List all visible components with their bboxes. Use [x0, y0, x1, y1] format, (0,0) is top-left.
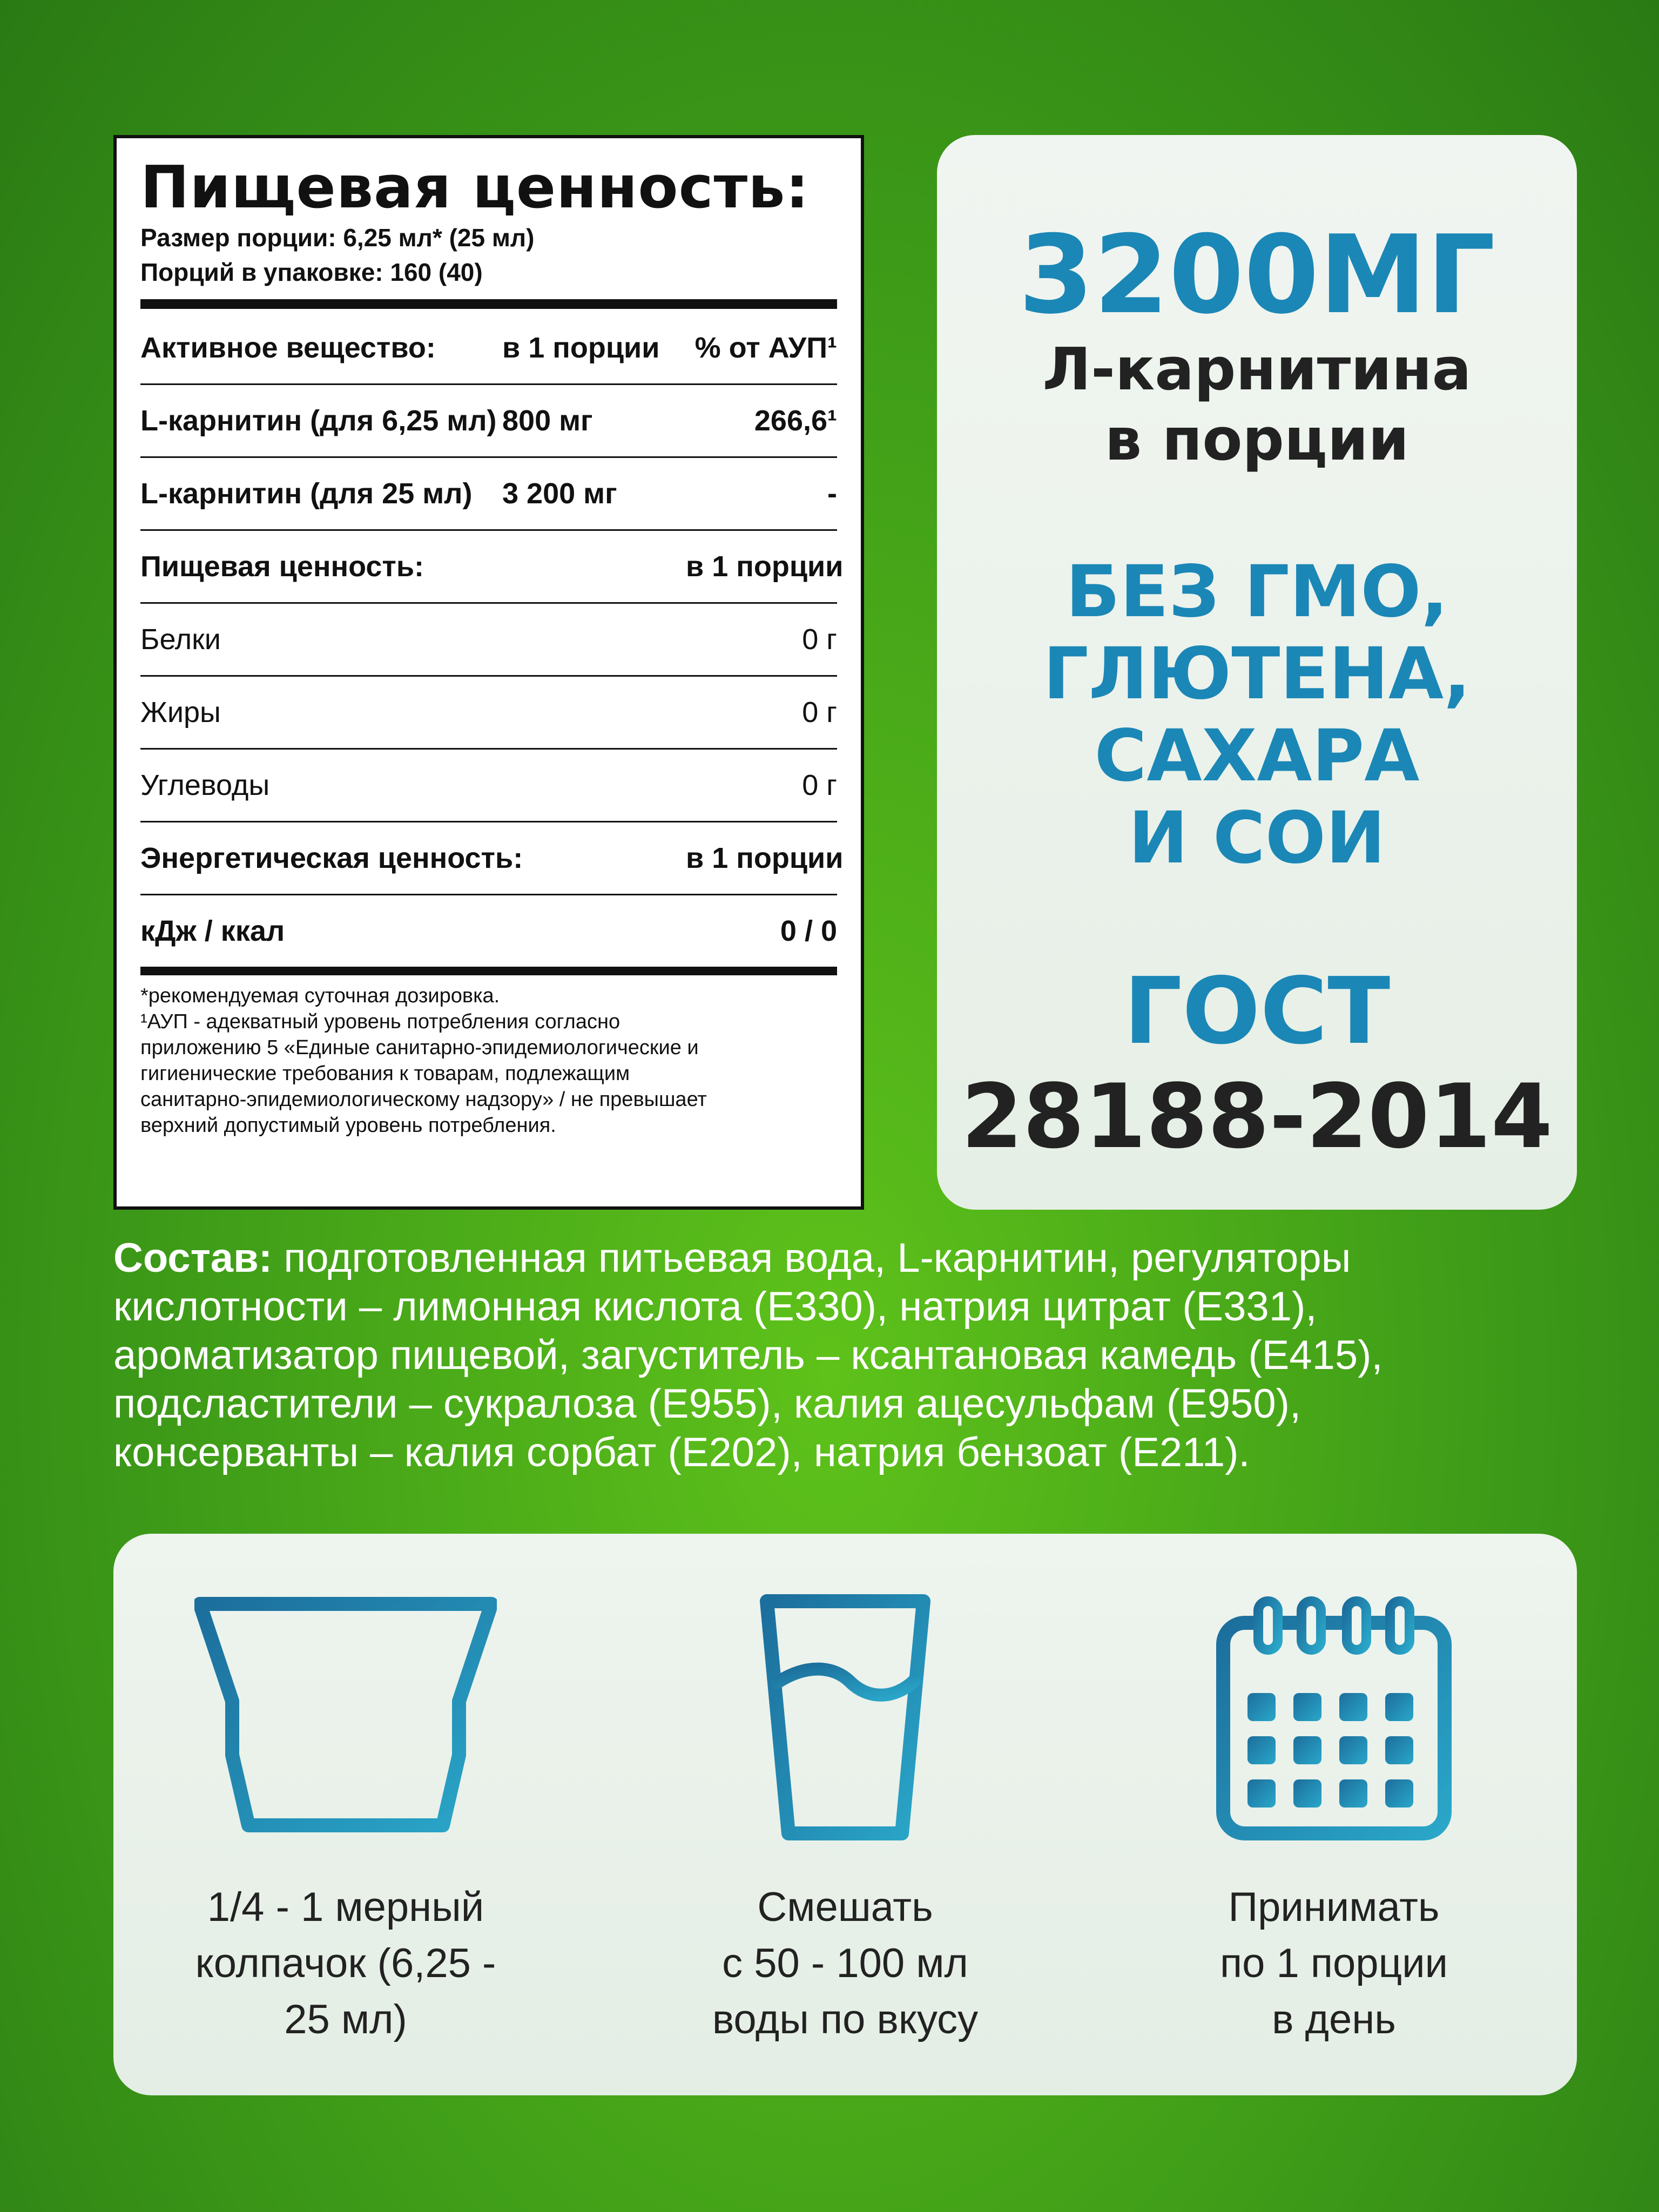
free-from-line: И СОИ	[1128, 797, 1386, 880]
caption-line: по 1 порции	[1219, 1940, 1448, 1986]
table-row	[140, 385, 837, 458]
step-mix-with-water	[629, 1534, 1061, 2048]
row-value: 0 г	[802, 769, 837, 801]
glass-of-water-icon	[759, 1593, 932, 1842]
free-from-line: ГЛЮТЕНА,	[1043, 632, 1471, 716]
row-per-serving: 800 мг	[502, 404, 593, 437]
table-row	[140, 677, 837, 750]
caption-line: колпачок (6,25 -	[195, 1940, 496, 1986]
row-value: % от АУП¹	[694, 332, 837, 364]
caption-line: в день	[1272, 1997, 1396, 2042]
divider-thick	[140, 299, 837, 309]
row-per-serving: в 1 порции	[502, 332, 660, 364]
composition-line: подсластители – сукралоза (Е955), калия ацесульфам (Е950),	[113, 1381, 1301, 1427]
footnote-line: санитарно-эпидемиологическому надзору» / не превышает	[140, 1088, 707, 1111]
footnote-line: верхний допустимый уровень потребления.	[140, 1114, 556, 1137]
row-label: L-карнитин (для 6,25 мл)	[140, 404, 497, 437]
row-value: -	[827, 477, 837, 510]
caption-line: 1/4 - 1 мерный	[207, 1884, 484, 1930]
row-label: кДж / ккал	[140, 915, 285, 947]
row-value: в 1 порции	[686, 550, 844, 583]
composition-text-part: подготовленная питьевая вода, L-карнитин, регуляторы	[272, 1235, 1351, 1281]
caption-line: 25 мл)	[284, 1997, 407, 2042]
step-caption	[1118, 1879, 1550, 2048]
row-value: в 1 порции	[686, 842, 844, 874]
table-row	[140, 531, 844, 604]
gost-number: 28188-2014	[961, 1065, 1553, 1168]
step-daily-dose	[1118, 1534, 1550, 2048]
usage-instructions-card	[113, 1534, 1577, 2095]
row-value: 0 г	[802, 623, 837, 656]
carnitine-amount-caption: Л-карнитина	[1042, 336, 1472, 403]
row-label: Углеводы	[140, 769, 270, 801]
calendar-icon	[1215, 1593, 1453, 1842]
measuring-cup-icon	[194, 1593, 497, 1842]
free-from-line: БЕЗ ГМО,	[1065, 550, 1448, 633]
row-per-serving: 3 200 мг	[502, 477, 617, 510]
gost-label: ГОСТ	[1123, 958, 1391, 1065]
row-value: 0 г	[802, 696, 837, 729]
nutrition-table	[140, 312, 844, 975]
composition-line	[113, 1234, 1572, 1283]
table-row	[140, 895, 837, 975]
caption-line: Смешать	[757, 1884, 933, 1930]
composition-label: Состав:	[113, 1235, 273, 1281]
row-label: L-карнитин (для 25 мл)	[140, 477, 473, 510]
table-row	[140, 604, 837, 677]
product-highlights-card	[937, 135, 1577, 1210]
caption-line: с 50 - 100 мл	[722, 1940, 968, 1986]
nutrition-facts-panel	[113, 135, 864, 1210]
footnote-line: ¹АУП - адекватный уровень потребления согласно	[140, 1010, 621, 1033]
table-row	[140, 822, 844, 895]
table-row	[140, 312, 837, 385]
row-label: Белки	[140, 623, 221, 656]
nutrition-title: Пищевая ценность:	[140, 154, 810, 221]
footnote-line: *рекомендуемая суточная дозировка.	[140, 984, 500, 1007]
step-measuring-cup	[130, 1534, 562, 2048]
row-value: 0 / 0	[780, 915, 837, 947]
row-label: Активное вещество:	[140, 332, 436, 364]
step-caption	[130, 1879, 562, 2048]
carnitine-amount: 3200МГ	[1018, 212, 1496, 338]
caption-line: воды по вкусу	[712, 1997, 979, 2042]
step-caption	[629, 1879, 1061, 2048]
caption-line: Принимать	[1228, 1884, 1440, 1930]
servings-per-pack: Порций в упаковке: 160 (40)	[140, 258, 483, 286]
serving-size: Размер порции: 6,25 мл* (25 мл)	[140, 224, 535, 252]
row-value: 266,6¹	[754, 404, 837, 437]
table-row	[140, 750, 837, 822]
footnotes	[140, 983, 837, 1138]
composition-line: ароматизатор пищевой, загуститель – ксантановая камедь (Е415),	[113, 1332, 1383, 1378]
footnote-line: приложению 5 «Единые санитарно-эпидемиологические и	[140, 1036, 699, 1059]
carnitine-amount-caption-2: в порции	[1104, 406, 1410, 474]
composition-line: кислотности – лимонная кислота (Е330), натрия цитрат (Е331),	[113, 1284, 1317, 1330]
composition-text	[113, 1234, 1572, 1477]
free-from-line: САХАРА	[1094, 714, 1420, 798]
table-row	[140, 458, 837, 531]
footnote-line: гигиенические требования к товарам, подлежащим	[140, 1062, 630, 1085]
composition-line: консерванты – калия сорбат (Е202), натрия бензоат (Е211).	[113, 1429, 1250, 1475]
row-label: Жиры	[140, 696, 221, 729]
row-label: Энергетическая ценность:	[140, 842, 523, 874]
row-label: Пищевая ценность:	[140, 550, 424, 583]
